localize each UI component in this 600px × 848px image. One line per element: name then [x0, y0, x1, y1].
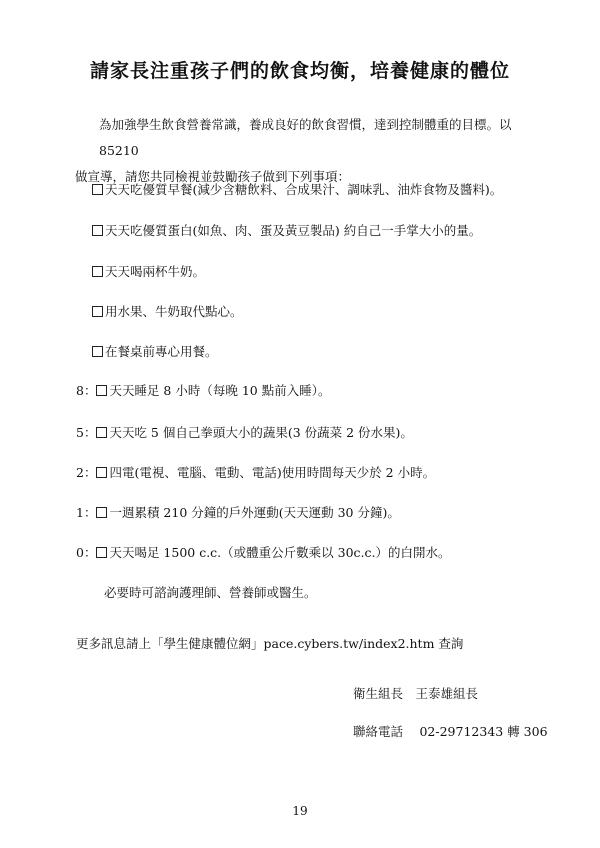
- intro-line-2: 做宣導，請您共同檢視並鼓勵孩子做到下列事項：: [75, 169, 351, 184]
- checklist-item-exercise: 1： 一週累積 210 分鐘的戶外運動(天天運動 30 分鐘)。: [76, 505, 400, 520]
- checkbox-icon: [96, 547, 107, 558]
- checkbox-icon: [96, 427, 107, 438]
- page-title: 請家長注重孩子們的飲食均衡，培養健康的體位: [89, 60, 510, 82]
- signature-phone: 聯絡電話 02-29712343 轉 306: [353, 724, 548, 739]
- checkbox-icon: [92, 225, 103, 236]
- intro-line-1: 為加強學生飲食營養常識，養成良好的飲食習慣，達到控制體重的目標。以 85210: [99, 117, 512, 158]
- checklist-item-milk: 天天喝兩杯牛奶。: [92, 262, 205, 280]
- checkbox-icon: [92, 346, 103, 357]
- checklist-item-vegetables: 5： 天天吃 5 個自己拳頭大小的蔬果(3 份蔬菜 2 份水果)。: [76, 425, 413, 440]
- checkbox-icon: [96, 467, 107, 478]
- checkbox-icon: [96, 507, 107, 518]
- checklist-item-focus-meal: 在餐桌前專心用餐。: [92, 342, 218, 360]
- checkbox-icon: [96, 385, 107, 396]
- checklist-item-water: 0： 天天喝足 1500 c.c.（或體重公斤數乘以 30c.c.）的白開水。: [76, 545, 451, 560]
- checklist-item-protein: 天天吃優質蛋白(如魚、肉、蛋及黃豆製品) 約自己一手掌大小的量。: [92, 221, 481, 239]
- checkbox-icon: [92, 306, 103, 317]
- checkbox-icon: [92, 184, 103, 195]
- checklist-item-screen-time: 2： 四電(電視、電腦、電動、電話)使用時間每天少於 2 小時。: [76, 465, 436, 480]
- checkbox-icon: [92, 266, 103, 277]
- intro-paragraph: [75, 112, 535, 190]
- signature-name: 衛生組長 王泰雄組長: [353, 686, 479, 701]
- checklist-item-fruit-snack: 用水果、牛奶取代點心。: [92, 302, 243, 320]
- checklist-item-sleep: 8： 天天睡足 8 小時（每晚 10 點前入睡）。: [76, 383, 331, 398]
- consult-note: 必要時可諮詢護理師、營養師或醫生。: [104, 585, 317, 600]
- page-number: 19: [292, 804, 308, 818]
- checklist-item-breakfast: 天天吃優質早餐(減少含糖飲料、合成果汁、調味乳、油炸食物及醬料)。: [92, 180, 502, 198]
- more-info-line: 更多訊息請上「學生健康體位網」pace.cybers.tw/index2.htm 查詢: [76, 636, 464, 651]
